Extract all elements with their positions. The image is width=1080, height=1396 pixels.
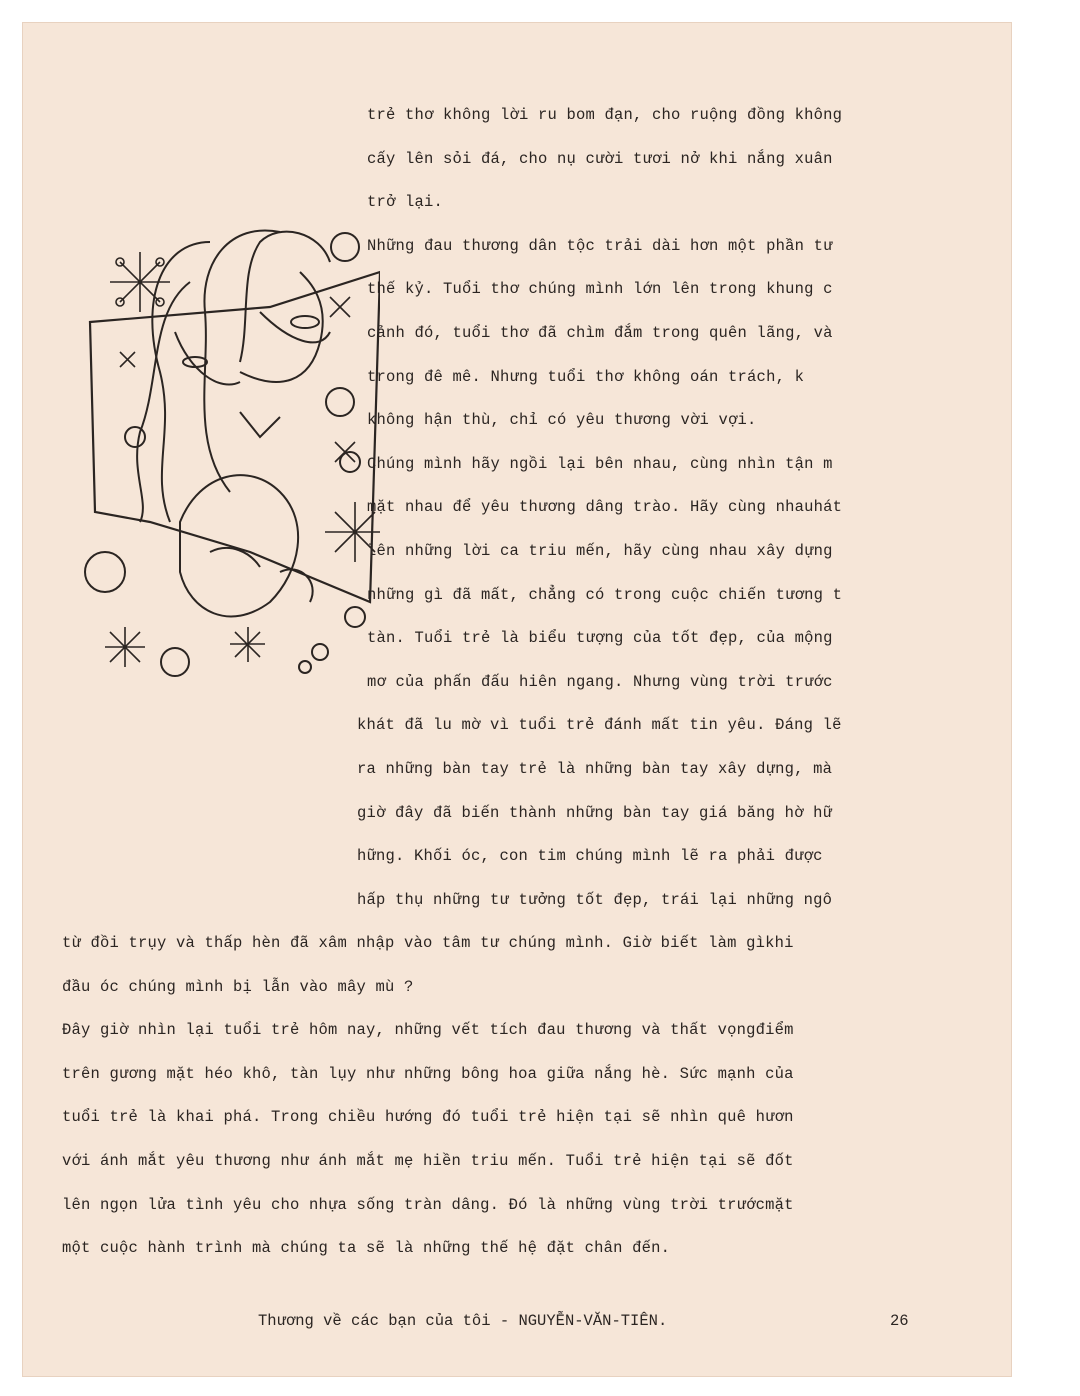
text-line: trên gương mặt héo khô, tàn lụy như những bông hoa giữa nắng hè. Sức mạnh của [62, 1064, 794, 1083]
text-line: Đây giờ nhìn lại tuổi trẻ hôm nay, những vết tích đau thương và thất vọngđiểm [62, 1021, 794, 1040]
text-line: hấp thụ những tư tưởng tốt đẹp, trái lại những ngô [357, 890, 833, 909]
text-line: mơ của phấn đấu hiên ngang. Nhưng vùng trời trước [367, 672, 833, 691]
line-art-illustration [80, 222, 380, 677]
document-page [22, 22, 1012, 1377]
text-line: Chúng mình hãy ngồi lại bên nhau, cùng nhìn tận m [367, 454, 833, 473]
text-line: lên ngọn lửa tình yêu cho nhựa sống tràn dâng. Đó là những vùng trời trướcmặt [62, 1195, 794, 1214]
text-line: tuổi trẻ là khai phá. Trong chiều hướng đó tuổi trẻ hiện tại sẽ nhìn quê hươn [62, 1108, 794, 1127]
text-line: khát đã lu mờ vì tuổi trẻ đánh mất tin yêu. Đáng lẽ [357, 716, 842, 735]
page-number: 26 [890, 1312, 909, 1330]
text-line: trở lại. [367, 193, 444, 212]
text-line: cảnh đó, tuổi thơ đã chìm đắm trong quên lãng, và [367, 324, 833, 342]
text-line: lên những lời ca triu mến, hãy cùng nhau xây dựng [367, 542, 833, 560]
text-line: trong đê mê. Nhưng tuổi thơ không oán trách, k [367, 367, 805, 386]
text-line: từ đồi trụy và thấp hèn đã xâm nhập vào tâm tư chúng mình. Giờ biết làm gìkhi [62, 934, 794, 952]
text-line: mặt nhau để yêu thương dâng trào. Hãy cùng nhauhát [367, 498, 843, 517]
text-line: Những đau thương dân tộc trải dài hơn một phần tư [367, 236, 833, 255]
text-line: hững. Khối óc, con tim chúng mình lẽ ra phải được [357, 847, 823, 866]
text-line: đầu óc chúng mình bị lẫn vào mây mù ? [62, 977, 414, 996]
text-line: không hận thù, chỉ có yêu thương vời vợi. [367, 411, 757, 430]
text-line: trẻ thơ không lời ru bom đạn, cho ruộng đồng không [367, 106, 843, 124]
dedication-line: Thương về các bạn của tôi - NGUYỄN-VĂN-TIÊN. [258, 1312, 668, 1330]
text-line: giờ đây đã biến thành những bàn tay giá băng hờ hữ [357, 803, 833, 822]
text-line: ra những bàn tay trẻ là những bàn tay xây dựng, mà [357, 760, 833, 778]
text-line: những gì đã mất, chẳng có trong cuộc chiến tương t [367, 585, 843, 604]
text-line: tàn. Tuổi trẻ là biểu tượng của tốt đẹp, của mộng [367, 629, 833, 648]
text-line: cấy lên sỏi đá, cho nụ cười tươi nở khi nắng xuân [367, 149, 833, 168]
text-line: với ánh mắt yêu thương như ánh mắt mẹ hiền triu mến. Tuổi trẻ hiện tại sẽ đốt [62, 1152, 794, 1170]
text-line: một cuộc hành trình mà chúng ta sẽ là những thế hệ đặt chân đến. [62, 1239, 671, 1258]
text-line: thế kỷ. Tuổi thơ chúng mình lớn lên trong khung c [367, 280, 833, 299]
